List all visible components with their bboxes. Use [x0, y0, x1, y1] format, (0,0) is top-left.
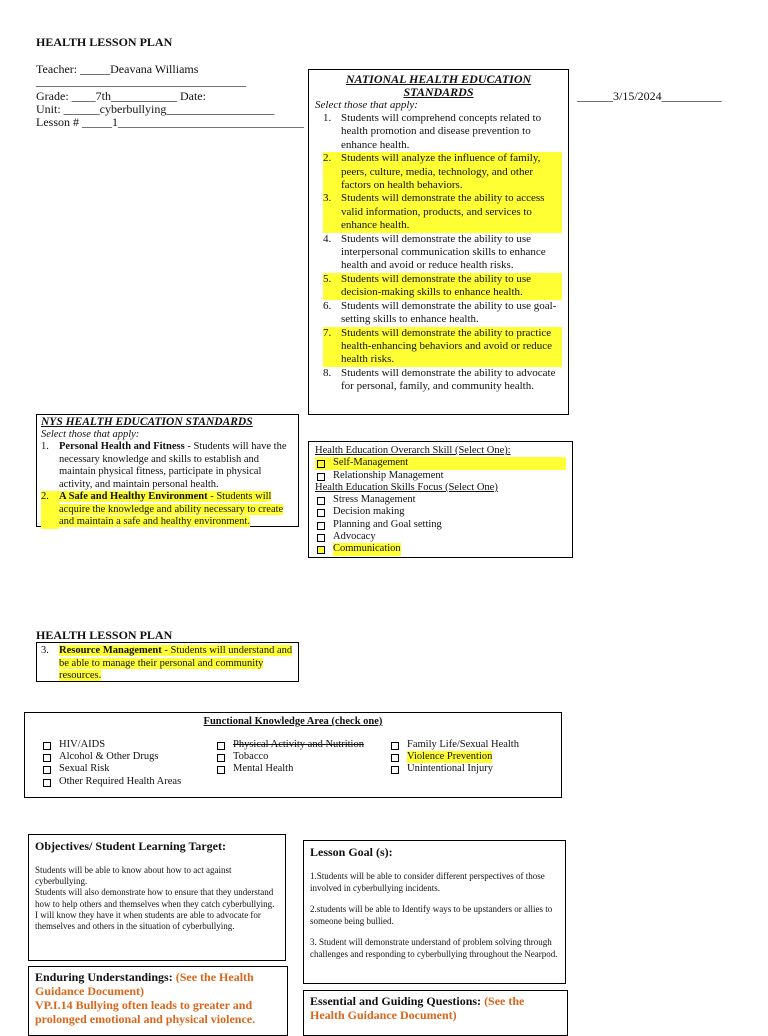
fk-option-violence-prevention[interactable] — [389, 751, 559, 763]
fk-option-label: Tobacco — [233, 751, 269, 763]
nys-item-1-bold: Personal Health and Fitness — [59, 441, 185, 452]
lesson-goal-2: 2.students will be able to Identify ways to be upstanders or allies to someone being bullied. — [310, 904, 553, 926]
fk-option-label: Physical Activity and Nutrition — [233, 739, 364, 750]
nys-standards-title: NYS HEALTH EDUCATION STANDARDS — [41, 416, 253, 428]
fk-option-alcohol-drugs[interactable] — [41, 751, 211, 763]
overarch-title: Health Education Overarch Skill (Select One): — [315, 445, 511, 456]
fk-option-sexual-risk[interactable] — [41, 763, 211, 775]
page-title: HEALTH LESSON PLAN — [36, 35, 173, 49]
focus-option-label: Stress Management — [333, 494, 416, 506]
focus-option-planning-goal-setting[interactable] — [315, 519, 566, 531]
national-item-6-num: 6. — [323, 299, 332, 312]
national-standards-box — [308, 69, 569, 415]
focus-option-label: Planning and Goal setting — [333, 518, 442, 530]
unit-line: Unit: ______cyberbullying__________________ — [36, 102, 275, 116]
fk-option-label: Mental Health — [233, 763, 294, 775]
national-subtitle: Select those that apply: — [315, 99, 418, 111]
objectives-title: Objectives/ Student Learning Target: — [35, 839, 226, 853]
checkbox-icon — [217, 742, 225, 750]
objective-2: Students will also demonstrate how to ensure that they understand how to help others and themselves when they catch cyberbullying. — [35, 887, 275, 909]
fk-option-label: Alcohol & Other Drugs — [59, 751, 159, 763]
national-item-8-num: 8. — [323, 366, 332, 379]
focus-option-communication[interactable] — [315, 543, 566, 555]
checkbox-icon — [391, 742, 399, 750]
national-item-3[interactable] — [323, 192, 562, 232]
national-item-6[interactable] — [323, 300, 562, 327]
checkbox-icon — [317, 522, 325, 530]
national-item-1-text: Students will comprehend concepts related to health promotion and disease prevention to enhance health. — [341, 112, 542, 151]
functional-knowledge-box — [24, 712, 562, 798]
national-title-line2: STANDARDS — [403, 85, 474, 99]
objectives-box — [28, 834, 286, 961]
national-item-5-num: 5. — [323, 272, 332, 285]
fk-option-label: Sexual Risk — [59, 763, 110, 775]
fk-option-tobacco[interactable] — [215, 751, 385, 763]
essential-box — [303, 990, 568, 1036]
national-item-4-text: Students will demonstrate the ability to use interpersonal communication skills to enhance health and avoid or reduce health risks. — [341, 232, 546, 272]
checkbox-icon — [391, 766, 399, 774]
national-item-7[interactable] — [323, 327, 562, 367]
overarch-option-label: Relationship Management — [333, 469, 444, 481]
checkbox-icon — [217, 766, 225, 774]
focus-option-label: Decision making — [333, 506, 405, 518]
teacher-underline: ___________________________________ — [36, 74, 246, 88]
nys-item-1[interactable] — [41, 441, 294, 491]
checkbox-icon — [317, 460, 325, 468]
checkbox-icon — [217, 754, 225, 762]
essential-title: Essential and Guiding Questions: — [310, 994, 482, 1008]
enduring-box — [28, 966, 288, 1036]
national-item-5[interactable] — [323, 273, 562, 300]
lesson-line: Lesson # _____1_______________________________ — [36, 115, 304, 129]
national-item-4-num: 4. — [323, 232, 332, 245]
nys-item-3-bold: Resource Management — [59, 645, 162, 656]
national-item-2[interactable] — [323, 152, 562, 192]
skills-box — [308, 441, 573, 558]
objective-3: I will know they have it when students are able to advocate for themselves and others in the situation of cyberbullying. — [35, 909, 261, 932]
lesson-goal-1: 1.Students will be able to consider different perspectives of those involved in cyberbullying incidents. — [310, 871, 545, 893]
national-item-8-text: Students will demonstrate the ability to advocate for personal, family, and community health. — [341, 366, 556, 393]
nys-item-1-text: - Students will have the necessary knowledge and skills to establish and maintain physical fitness, participate in physical activity, and maintain personal health. — [59, 441, 287, 490]
fk-option-physical-activity[interactable] — [215, 739, 385, 751]
checkbox-icon — [43, 754, 51, 762]
nys-item-1-num: 1. — [41, 441, 49, 452]
functional-col-3 — [389, 739, 559, 776]
focus-option-decision-making[interactable] — [315, 506, 566, 518]
teacher-line: Teacher: _____Deavana Williams — [36, 62, 199, 76]
lesson-goal-3: 3. Student will demonstrate understand of problem solving through challenges and responding to cyberbullying throughout the Nearpod. — [310, 937, 558, 959]
nys-item-3-num: 3. — [41, 645, 49, 656]
overarch-option-label: Self-Management — [333, 457, 409, 469]
nys-continued-box — [36, 642, 299, 682]
nys-item-2-num: 2. — [41, 491, 59, 529]
enduring-title: Enduring Understandings: — [35, 970, 173, 984]
national-title-line1: NATIONAL HEALTH EDUCATION — [345, 72, 532, 86]
fk-option-unintentional-injury[interactable] — [389, 763, 559, 775]
page2-title: HEALTH LESSON PLAN — [36, 628, 173, 642]
focus-option-advocacy[interactable] — [315, 531, 566, 543]
national-item-8[interactable] — [323, 367, 562, 394]
national-standards-title — [315, 73, 562, 99]
functional-col-2 — [215, 739, 385, 776]
national-item-3-text: Students will demonstrate the ability to access valid information, products, and services to enhance health. — [341, 192, 545, 232]
lesson-goals-title: Lesson Goal (s): — [310, 845, 393, 859]
focus-title: Health Education Skills Focus (Select One) — [315, 481, 498, 493]
fk-option-hiv-aids[interactable] — [41, 739, 211, 751]
checkbox-icon — [317, 546, 325, 554]
checkbox-icon — [391, 754, 399, 762]
lesson-goals-box — [303, 840, 566, 984]
national-item-1[interactable] — [323, 112, 562, 152]
objective-1: Students will be able to know about how to act against cyberbullying. — [35, 865, 232, 887]
enduring-text: VP.I.14 Bullying often leads to greater and prolonged emotional and physical violence. — [35, 998, 256, 1026]
fk-option-label: Other Required Health Areas — [59, 775, 182, 787]
overarch-option-self-management[interactable] — [315, 457, 566, 469]
checkbox-icon — [317, 509, 325, 517]
checkbox-icon — [317, 473, 325, 481]
enduring-ref: (See the Health Guidance Document) — [35, 970, 254, 998]
checkbox-icon — [43, 742, 51, 750]
checkbox-icon — [43, 766, 51, 774]
national-item-2-text: Students will analyze the influence of family, peers, culture, media, technology, and other factors on health behaviors. — [341, 152, 541, 192]
overarch-option-relationship-management[interactable] — [315, 470, 566, 482]
checkbox-icon — [43, 779, 51, 787]
functional-title: Functional Knowledge Area (check one) — [203, 716, 383, 727]
national-item-7-text: Students will demonstrate the ability to practice health-enhancing behaviors and avoid or reduce health risks. — [341, 326, 553, 366]
date-value: ______3/15/2024__________ — [577, 89, 722, 103]
fk-option-other[interactable] — [41, 776, 211, 788]
nys-item-2-text: - Students will acquire the knowledge and ability necessary to create and maintain a safe and healthy environment. — [59, 491, 284, 527]
fk-option-label: HIV/AIDS — [59, 739, 106, 750]
national-item-4[interactable] — [323, 233, 562, 273]
fk-option-family-life[interactable] — [389, 739, 559, 751]
nys-subtitle: Select those that apply: — [41, 428, 140, 440]
grade-line: Grade: ____7th___________ Date: — [36, 89, 206, 103]
fk-option-mental-health[interactable] — [215, 763, 385, 775]
checkbox-icon — [317, 497, 325, 505]
nys-standards-box — [36, 414, 299, 527]
focus-option-stress-management[interactable] — [315, 494, 566, 506]
national-item-1-num: 1. — [323, 112, 332, 124]
national-item-7-num: 7. — [323, 326, 332, 339]
national-item-6-text: Students will demonstrate the ability to use goal-setting skills to enhance health. — [341, 299, 557, 326]
essential-ref: (See the Health Guidance Document) — [310, 994, 525, 1022]
national-item-2-num: 2. — [323, 152, 332, 165]
nys-item-2-bold: A Safe and Healthy Environment — [59, 491, 208, 502]
nys-item-2[interactable] — [41, 491, 294, 529]
national-item-3-num: 3. — [323, 192, 332, 205]
checkbox-icon — [317, 534, 325, 542]
fk-option-label: Unintentional Injury — [407, 763, 494, 775]
nys-item-3-text: - Students will understand and be able to manage their personal and community resources. — [59, 645, 293, 681]
nys-item-3[interactable] — [41, 645, 294, 683]
focus-option-label: Communication — [333, 543, 401, 555]
national-standards-list — [323, 112, 562, 394]
functional-col-1 — [41, 739, 211, 788]
fk-option-label: Violence Prevention — [407, 751, 493, 763]
focus-option-label: Advocacy — [333, 531, 376, 543]
national-item-5-text: Students will demonstrate the ability to use decision-making skills to enhance health. — [341, 272, 532, 299]
fk-option-label: Family Life/Sexual Health — [407, 739, 519, 750]
